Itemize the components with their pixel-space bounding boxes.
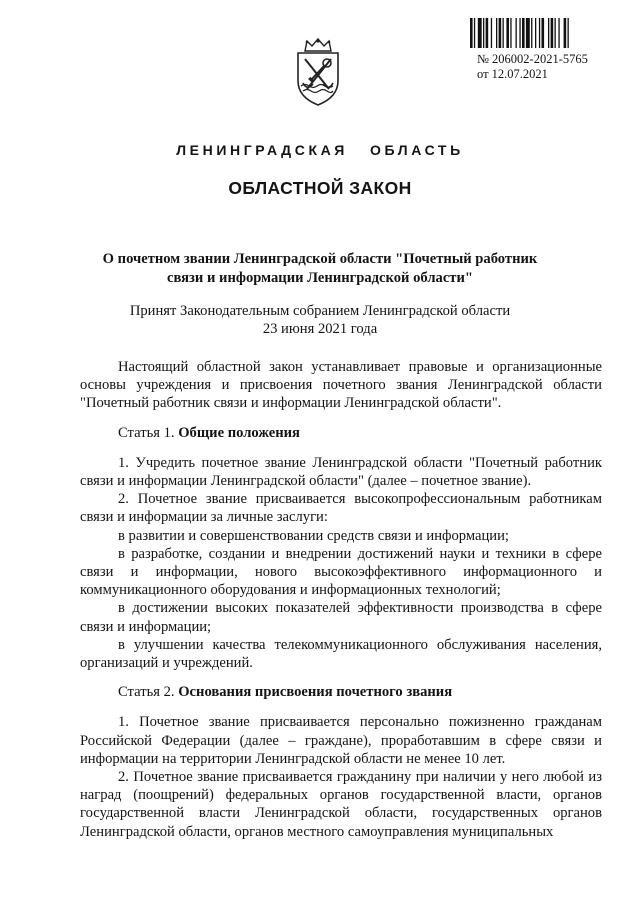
law-title-line-2: связи и информации Ленинградской области" (167, 270, 473, 286)
preamble-paragraph: Настоящий областной закон устанавливает правовые и организационные основы учреждения и присвоения почетного звания Ленинградской области "Почетный работник связи и информации Ленинградской области". (80, 359, 602, 412)
article-2-paragraph: 2. Почетное звание присваивается гражданину при наличии у него любой из наград (поощрений) федеральных органов государственной власти, органов государственной власти Ленинградской области, государственных органов Ленинградской области, органов местного самоуправления муниципальных (80, 769, 602, 840)
law-type-heading: ОБЛАСТНОЙ ЗАКОН (228, 178, 412, 198)
article-1-paragraph: 2. Почетное звание присваивается высокопрофессиональным работникам связи и информации за личные заслуги: (80, 491, 602, 526)
adoption-note (40, 302, 600, 338)
article-1-heading (80, 424, 602, 442)
article-2-heading (80, 683, 602, 701)
article-2-paragraph: 1. Почетное звание присваивается персонально пожизненно гражданам Российской Федерации (далее – граждане), проработавшим в сфере связи и информации на территории Ленинградской области не менее 10 лет. (80, 714, 602, 767)
barcode-icon (470, 18, 602, 48)
adoption-date: 23 июня 2021 года (262, 321, 378, 337)
registration-date: от 12.07.2021 (477, 67, 548, 81)
article-2-title: Основания присвоения почетного звания (178, 684, 453, 701)
adoption-line-1: Принят Законодательным собранием Ленинградской области (129, 303, 511, 319)
law-body (80, 358, 602, 841)
article-1-paragraph: в достижении высоких показателей эффективности производства в сфере связи и информации; (80, 600, 602, 635)
article-1-paragraph: в разработке, создании и внедрении достижений науки и техники в сфере связи и информации, нового высокоэффективного информационного и коммуникационного оборудования и информационных технологий; (80, 545, 602, 599)
article-1-paragraph: в улучшении качества телекоммуникационного обслуживания населения, организаций и учреждений. (80, 636, 602, 672)
law-title-line-1: О почетном звании Ленинградской области "Почетный работник (102, 251, 538, 267)
article-2-prefix: Статья 2. (118, 684, 175, 701)
law-title (60, 250, 580, 288)
region-word-2: ОБЛАСТЬ (369, 142, 464, 158)
region-word-1: ЛЕНИНГРАДСКАЯ (176, 142, 348, 158)
registration-stamp (477, 52, 588, 82)
leningrad-region-coat-of-arms-icon (289, 37, 347, 107)
region-heading (0, 142, 640, 158)
registration-number: № 206002-2021-5765 (477, 52, 588, 66)
article-1-paragraph: 1. Учредить почетное звание Ленинградской области "Почетный работник связи и информации Ленинградской области" (далее – почетное звание). (80, 454, 602, 490)
article-1-prefix: Статья 1. (118, 424, 175, 441)
article-1-paragraph: в развитии и совершенствовании средств связи и информации; (118, 527, 509, 544)
article-1-title: Общие положения (178, 424, 300, 441)
